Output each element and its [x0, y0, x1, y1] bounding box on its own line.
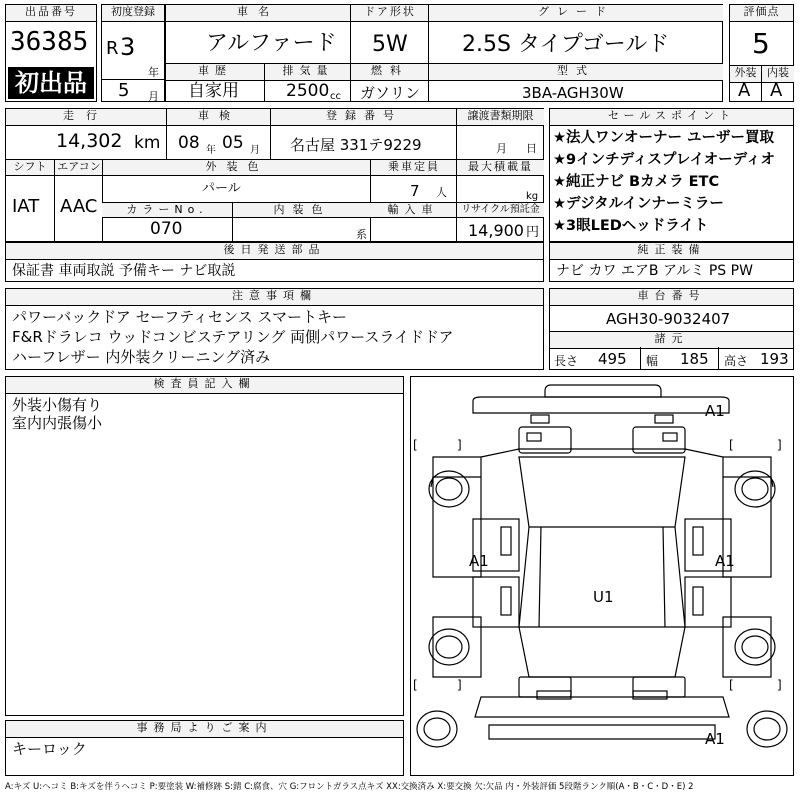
ext-grade: A — [738, 80, 751, 101]
later-parts-label: 後日発送部品 — [6, 243, 543, 260]
left-side-mark: A1 — [469, 552, 489, 570]
svg-text:[: [ — [413, 678, 418, 692]
int-grade-label: 内装 — [761, 65, 794, 83]
year-unit: 年 — [148, 66, 159, 79]
int-grade: A — [770, 80, 783, 101]
lot-number: 36385 — [10, 27, 89, 57]
model-code: 3BA-AGH30W — [522, 84, 624, 102]
reg-month: 5 — [118, 80, 130, 101]
shift-label: シフト — [6, 160, 54, 176]
selling-point: ★純正ナビ Bカメラ ETC — [553, 174, 720, 190]
history-label: 車歴 — [166, 63, 264, 81]
ext-grade-label: 外装 — [730, 65, 761, 83]
door-type: 5W — [372, 32, 408, 57]
equipment-box — [549, 242, 794, 282]
fuel-label: 燃料 — [350, 63, 429, 81]
later-parts-box — [5, 242, 544, 282]
inspection-label: 車検 — [166, 109, 271, 126]
inspector-line: 外装小傷有り — [12, 396, 103, 414]
load-unit: kg — [526, 191, 539, 202]
office-label: 事務局よりご案内 — [6, 721, 403, 738]
svg-text:]: ] — [777, 438, 782, 452]
roof-mark: U1 — [593, 588, 614, 606]
ext-color-label: 外装色 — [102, 160, 371, 176]
first-registration-box — [101, 4, 165, 102]
chassis-box — [549, 288, 794, 370]
equipment: ナビ カワ エアB アルミ PS PW — [556, 263, 753, 279]
svg-text:[: [ — [729, 678, 734, 692]
caution-label: 注意事項欄 — [6, 289, 543, 306]
grade: 2.5S タイプゴールド — [462, 32, 670, 57]
inspector-label: 検査員記入欄 — [6, 377, 403, 394]
model-label: 型式 — [428, 63, 723, 81]
mileage: 14,302 — [56, 130, 123, 152]
width: 185 — [680, 350, 709, 368]
history: 自家用 — [188, 81, 239, 101]
era: R — [106, 38, 119, 59]
import-label: 輸入車 — [370, 203, 456, 218]
recycle-unit: 円 — [526, 225, 540, 240]
car-outline-svg — [411, 377, 793, 775]
length-label: 長さ — [554, 354, 579, 368]
svg-text:[: [ — [729, 438, 734, 452]
mileage-label: 走行 — [6, 109, 166, 126]
color-no: 070 — [150, 219, 183, 239]
chassis-number: AGH30-9032407 — [606, 310, 731, 328]
chassis-label: 車台番号 — [550, 289, 793, 306]
car-name-label: 車名 — [166, 5, 350, 22]
caution-line: パワーバックドア セーフティセンス スマートキー — [12, 308, 348, 326]
inspection-month-unit: 月 — [250, 145, 260, 156]
caution-box — [5, 288, 544, 370]
door-label: ドア形状 — [350, 5, 429, 22]
svg-text:]: ] — [777, 678, 782, 692]
svg-text:[: [ — [413, 438, 418, 452]
aircon: AAC — [60, 196, 98, 217]
right-side-mark: A1 — [715, 552, 735, 570]
selling-point: ★法人ワンオーナー ユーザー買取 — [553, 130, 775, 146]
selling-point: ★9インチディスプレイオーディオ — [553, 152, 776, 168]
recycle-amount: 14,900 — [468, 221, 524, 240]
selling-point: ★3眼LEDヘッドライト — [553, 218, 709, 234]
displacement-label: 排気量 — [264, 63, 351, 81]
caution-line: ハーフレザー 内外装クリーニング済み — [12, 348, 271, 366]
office-text: キーロック — [12, 740, 87, 758]
first-listing-badge: 初出品 — [8, 67, 94, 99]
later-parts: 保証書 車両取説 予備キー ナビ取説 — [12, 263, 236, 279]
int-color-label: 内装色 — [232, 203, 371, 218]
aircon-label: エアコン — [54, 160, 103, 176]
inspector-line: 室内内張傷小 — [12, 414, 103, 432]
score-label: 評価点 — [730, 5, 793, 22]
capacity: 7 — [410, 182, 420, 200]
recycle-label: リサイクル預託金 — [456, 203, 544, 218]
lot-number-label: 出品番号 — [6, 5, 96, 22]
transfer-day-unit: 日 — [526, 142, 537, 155]
width-label: 幅 — [646, 354, 659, 368]
plate: 名古屋 331テ9229 — [290, 136, 422, 154]
inspection-month: 05 — [222, 133, 244, 153]
selling-point: ★デジタルインナーミラー — [553, 196, 724, 212]
height: 193 — [760, 350, 789, 368]
inspection-year-unit: 年 — [206, 145, 216, 156]
load-label: 最大積載量 — [456, 160, 544, 176]
reg-year: 3 — [120, 33, 136, 61]
car-info-box — [165, 4, 723, 102]
score-box — [729, 4, 794, 102]
transfer-month-unit: 月 — [496, 142, 507, 155]
displacement: 2500 — [286, 81, 330, 101]
transfer-label: 譲渡書類期限 — [456, 109, 544, 126]
color-no-label: カラーNo. — [102, 203, 232, 218]
score: 5 — [752, 27, 770, 60]
damage-diagram — [410, 376, 794, 776]
length: 495 — [598, 350, 627, 368]
fuel: ガソリン — [360, 84, 421, 102]
selling-points-box — [549, 108, 794, 242]
specs-label: 諸元 — [550, 331, 793, 349]
front-mark: A1 — [705, 402, 725, 420]
rear-mark: A1 — [705, 730, 725, 748]
vehicle-detail-box — [5, 108, 544, 242]
ext-color: パール — [202, 181, 241, 196]
equipment-label: 純正装備 — [550, 243, 793, 260]
svg-text:]: ] — [457, 438, 462, 452]
selling-points-label: セールスポイント — [550, 109, 793, 126]
svg-text:]: ] — [457, 678, 462, 692]
grade-label: グレード — [428, 5, 723, 22]
plate-label: 登録番号 — [270, 109, 457, 126]
car-name: アルファード — [206, 31, 337, 56]
lot-box — [5, 4, 97, 102]
shift: IAT — [12, 196, 40, 217]
inspector-box — [5, 376, 404, 716]
legend-footer: A:キズ U:ヘコミ B:キズを伴うヘコミ P:要塗装 W:補修跡 S:錆 C:腐食、穴 G:フロントガラス点キズ XX:交換済み X:要交換 欠:欠品 内・外装評価 5段階ランク順(A・B・C・D・E) 2 — [5, 782, 694, 792]
inspection-year: 08 — [178, 133, 200, 153]
capacity-unit: 人 — [436, 186, 447, 199]
height-label: 高さ — [724, 354, 749, 368]
capacity-label: 乗車定員 — [370, 160, 457, 176]
mileage-unit: km — [134, 133, 161, 153]
month-unit: 月 — [148, 90, 159, 103]
first-registration-label: 初度登録 — [102, 5, 164, 22]
office-box — [5, 720, 404, 776]
caution-line: F&Rドラレコ ウッドコンビステアリング 両側パワースライドドア — [12, 328, 454, 346]
displacement-unit: cc — [330, 91, 341, 102]
int-color-unit: 系 — [356, 228, 367, 241]
